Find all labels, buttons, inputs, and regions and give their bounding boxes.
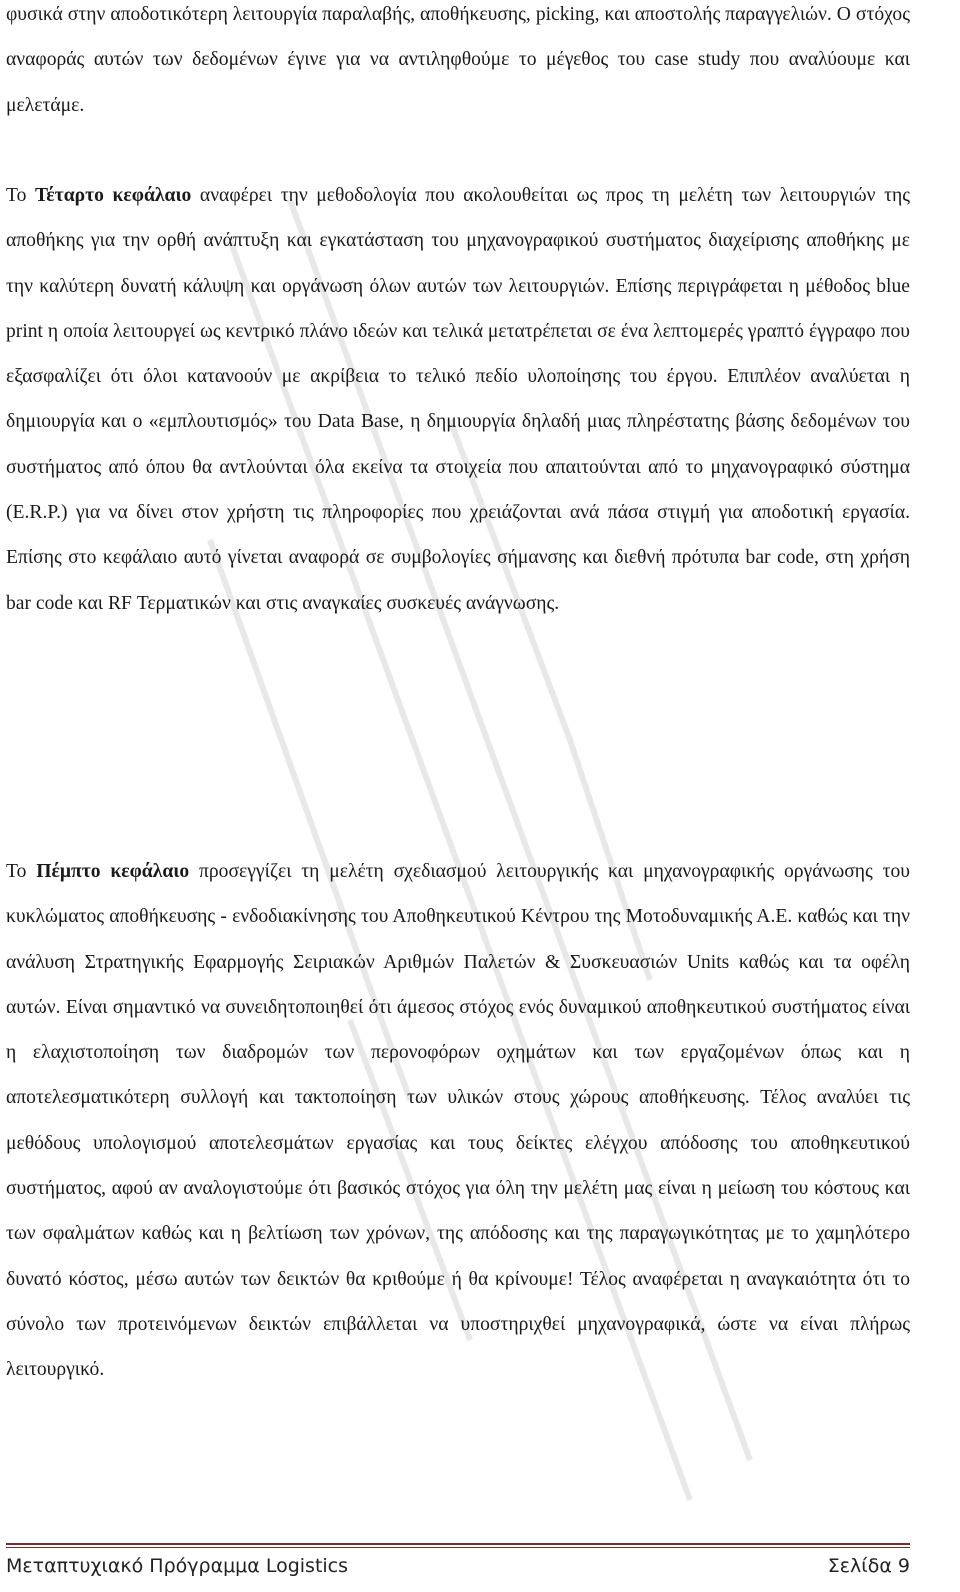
page-footer: [6, 1548, 910, 1584]
chapter5-heading: Πέμπτο κεφάλαιο: [36, 861, 190, 882]
intro-paragraph: [6, 0, 910, 128]
chapter4-text: αναφέρει την μεθοδολογία που ακολουθείται ως προς τη μελέτη των λειτουργιών της αποθήκης για την ορθή ανάπτυξη και εγκατάσταση του μηχανογραφικού συστήματος διαχείρισης αποθήκης με την καλύτερη δυνατή κάλυψη και οργάνωση όλων αυτών των λειτουργιών. Επίσης περιγράφεται η μέθοδος blue print η οποία λειτουργεί ως κεντρικό πλάνο ιδεών και τελικά μετατρέπεται σε ένα λεπτομερές γραπτό έγγραφο που εξασφαλίζει ότι όλοι κατανοούν με ακρίβεια το τελικό πεδίο υλοποίησης του έργου. Επιπλέον αναλύεται η δημιουργία και ο «εμπλουτισμός» του Data Base, η δημιουργία δηλαδή μιας πληρέστατης βάσης δεδομένων του συστήματος από όπου θα αντλούνται όλα εκείνα τα στοιχεία που απαιτούνται από το μηχανογραφικό σύστημα (E.R.P.) για να δίνει στον χρήστη τις πληροφορίες που χρειάζονται ανά πάσα στιγμή για αποδοτική εργασία. Επίσης στο κεφάλαιο αυτό γίνεται αναφορά σε συμβολογίες σήμανσης και διεθνή πρότυπα bar code, στη χρήση bar code και RF Τερματικών και στις αναγκαίες συσκευές ανάγνωσης.: [6, 185, 910, 614]
chapter4-prefix: Το: [6, 185, 35, 206]
chapter5-prefix: Το: [6, 861, 37, 882]
footer-divider-thick: [6, 1543, 910, 1545]
chapter4-paragraph: [6, 173, 910, 626]
chapter5-text: προσεγγίζει τη μελέτη σχεδιασμού λειτουργικής και μηχανογραφικής οργάνωσης του κυκλώματος αποθήκευσης - ενδοδιακίνησης του Αποθηκευτικού Κέντρου της Μοτοδυναμικής Α.Ε. καθώς και την ανάλυση Στρατηγικής Εφαρμογής Σειριακών Αριθμών Παλετών & Συσκευασιών Units καθώς και τα οφέλη αυτών. Είναι σημαντικό να συνειδητοποιηθεί ότι άμεσος στόχος ενός δυναμικού αποθηκευτικού συστήματος είναι η ελαχιστοποίηση των διαδρομών των περονοφόρων οχημάτων και των εργαζομένων όπως και η αποτελεσματικότερη συλλογή και τακτοποίηση των υλικών στους χώρους αποθήκευσης. Τέλος αναλύει τις μεθόδους υπολογισμού αποτελεσμάτων εργασίας και τους δείκτες ελέγχου απόδοσης του αποθηκευτικού συστήματος, αφού αν αναλογιστούμε ότι βασικός στόχος για όλη την μελέτη μας είναι η μείωση του κόστους και των σφαλμάτων καθώς και η βελτίωση των χρόνων, της απόδοσης και της παραγωγικότητας με το χαμηλότερο δυνατό κόστος, μέσω αυτών των δεικτών θα κριθούμε ή θα κρίνουμε! Τέλος αναφέρεται η αναγκαιότητα ότι το σύνολο των προτεινόμενων δεικτών επιβάλλεται να υποστηριχθεί μηχανογραφικά, ώστε να είναι πλήρως λειτουργικό.: [6, 861, 910, 1381]
chapter4-heading: Τέταρτο κεφάλαιο: [35, 185, 192, 206]
footer-program-title: Μεταπτυχιακό Πρόγραμμα Logistics: [6, 1555, 349, 1577]
intro-text: φυσικά στην αποδοτικότερη λειτουργία παραλαβής, αποθήκευσης, picking, και αποστολής παραγγελιών. Ο στόχος αναφοράς αυτών των δεδομένων έγινε για να αντιληφθούμε το μέγεθος του case study που αναλύουμε και μελετάμε.: [6, 4, 910, 116]
footer-page-number: Σελίδα 9: [827, 1555, 910, 1577]
chapter5-paragraph: [6, 849, 910, 1393]
